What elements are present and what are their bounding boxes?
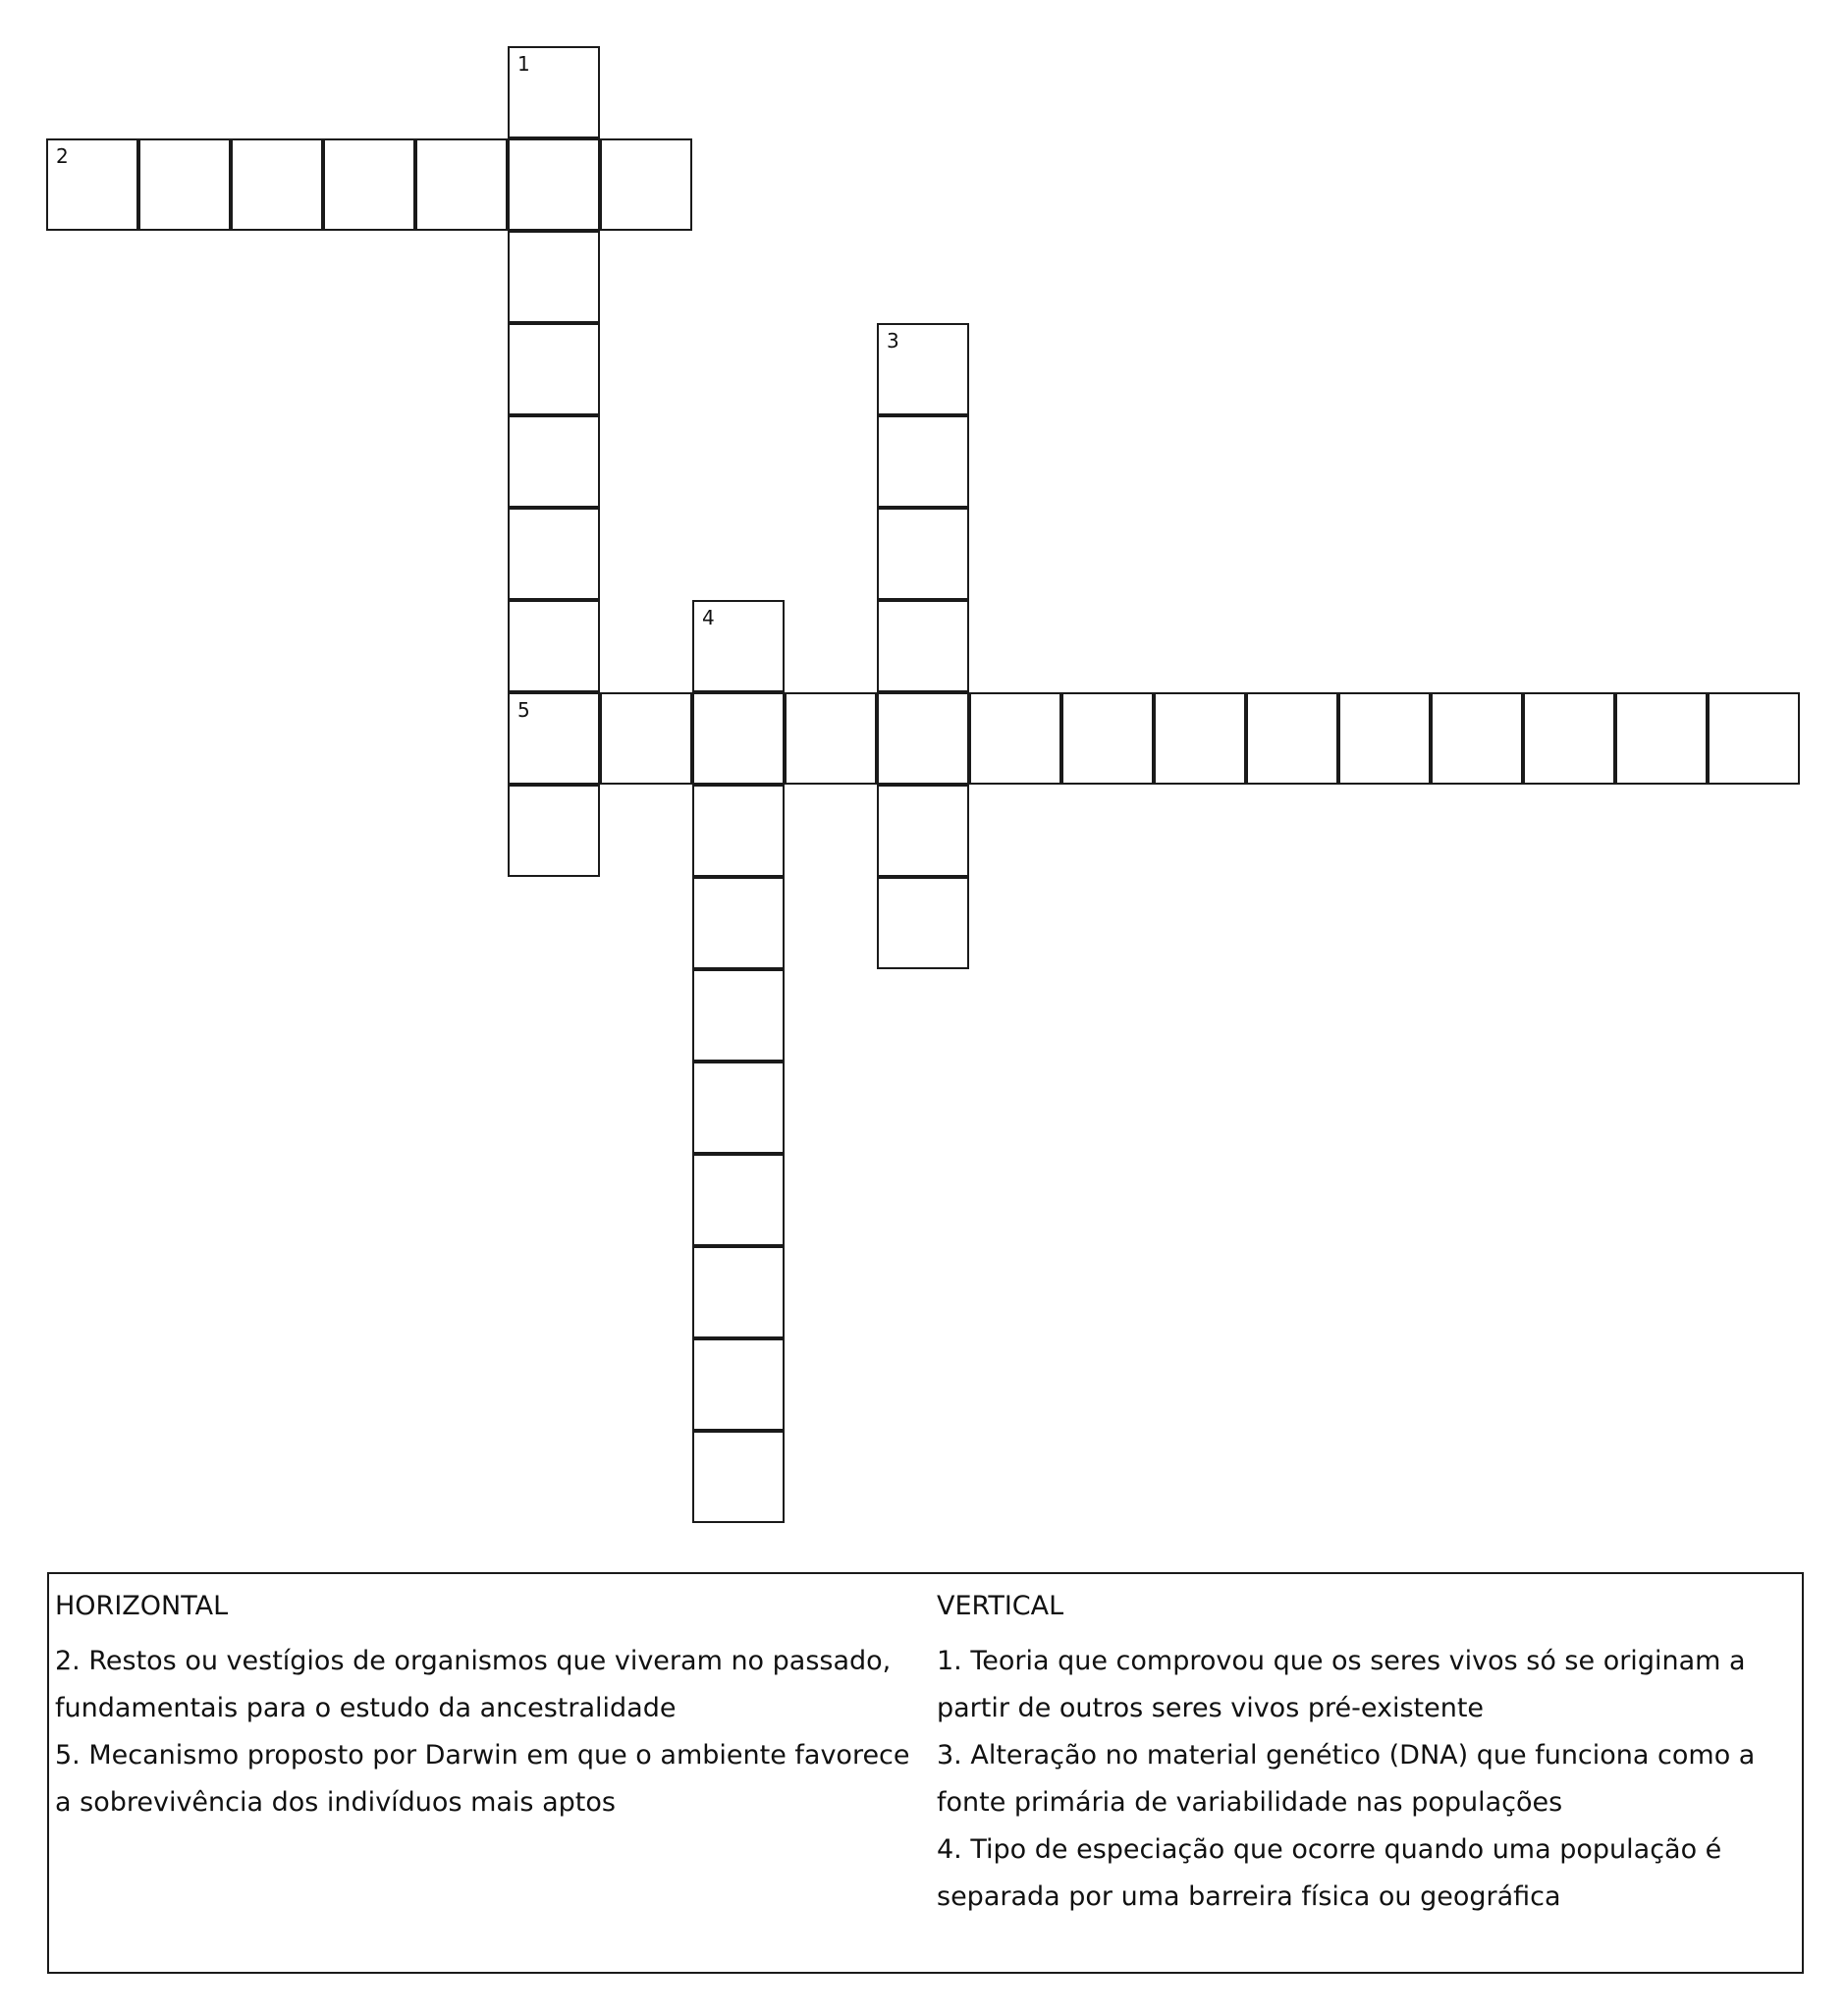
grid-cell[interactable] (508, 138, 600, 231)
clue-number-2: 2 (56, 144, 69, 168)
grid-cell[interactable] (415, 138, 508, 231)
grid-cell[interactable] (138, 138, 231, 231)
grid-cell[interactable] (508, 415, 600, 508)
grid-cell[interactable] (1154, 692, 1246, 785)
grid-cell[interactable] (1246, 692, 1338, 785)
clue-5-across: 5. Mecanismo proposto por Darwin em que o ambiente favorece a sobrevivência dos indivíduos mais aptos (55, 1740, 910, 1818)
grid-cell[interactable] (1338, 692, 1431, 785)
grid-cell[interactable] (1615, 692, 1708, 785)
grid-cell[interactable] (877, 785, 969, 877)
grid-cell[interactable] (1708, 692, 1800, 785)
grid-cell[interactable] (692, 1062, 785, 1154)
grid-cell[interactable] (600, 692, 692, 785)
clue-4-down: 4. Tipo de especiação que ocorre quando uma população é separada por uma barreira física ou geográfica (937, 1834, 1722, 1912)
clue-number-4: 4 (702, 606, 715, 629)
clue-3-down: 3. Alteração no material genético (DNA) que funciona como a fonte primária de variabilidade nas populações (937, 1740, 1756, 1818)
grid-cell[interactable] (46, 138, 138, 231)
grid-cell[interactable] (877, 323, 969, 415)
grid-cell[interactable] (323, 138, 415, 231)
grid-cell[interactable] (1523, 692, 1615, 785)
horizontal-heading: HORIZONTAL (55, 1591, 229, 1621)
vertical-clues (937, 1590, 1791, 1921)
grid-cell[interactable] (877, 692, 969, 785)
clue-number-5: 5 (517, 698, 530, 722)
clue-number-1: 1 (517, 52, 530, 76)
grid-cell[interactable] (692, 785, 785, 877)
grid-cell[interactable] (1431, 692, 1523, 785)
clue-1-down: 1. Teoria que comprovou que os seres vivos só se originam a partir de outros seres vivos pré-existente (937, 1646, 1746, 1723)
clue-2-across: 2. Restos ou vestígios de organismos que viveram no passado, fundamentais para o estudo da ancestralidade (55, 1646, 892, 1723)
grid-cell[interactable] (877, 415, 969, 508)
grid-cell[interactable] (508, 508, 600, 600)
grid-cell[interactable] (692, 969, 785, 1062)
grid-cell[interactable] (692, 1431, 785, 1523)
clue-number-3: 3 (887, 329, 899, 353)
grid-cell[interactable] (508, 323, 600, 415)
grid-cell[interactable] (508, 692, 600, 785)
grid-cell[interactable] (692, 877, 785, 969)
grid-cell[interactable] (692, 1154, 785, 1246)
clues-box (47, 1572, 1804, 1974)
grid-cell[interactable] (877, 877, 969, 969)
grid-cell[interactable] (692, 600, 785, 692)
grid-cell[interactable] (231, 138, 323, 231)
grid-cell[interactable] (692, 692, 785, 785)
horizontal-clues (55, 1590, 929, 1826)
grid-cell[interactable] (1061, 692, 1154, 785)
grid-cell[interactable] (785, 692, 877, 785)
grid-cell[interactable] (508, 46, 600, 138)
grid-cell[interactable] (508, 231, 600, 323)
grid-cell[interactable] (877, 600, 969, 692)
grid-cell[interactable] (877, 508, 969, 600)
grid-cell[interactable] (969, 692, 1061, 785)
grid-cell[interactable] (692, 1338, 785, 1431)
vertical-heading: VERTICAL (937, 1591, 1064, 1621)
grid-cell[interactable] (692, 1246, 785, 1338)
grid-cell[interactable] (600, 138, 692, 231)
grid-cell[interactable] (508, 785, 600, 877)
grid-cell[interactable] (508, 600, 600, 692)
